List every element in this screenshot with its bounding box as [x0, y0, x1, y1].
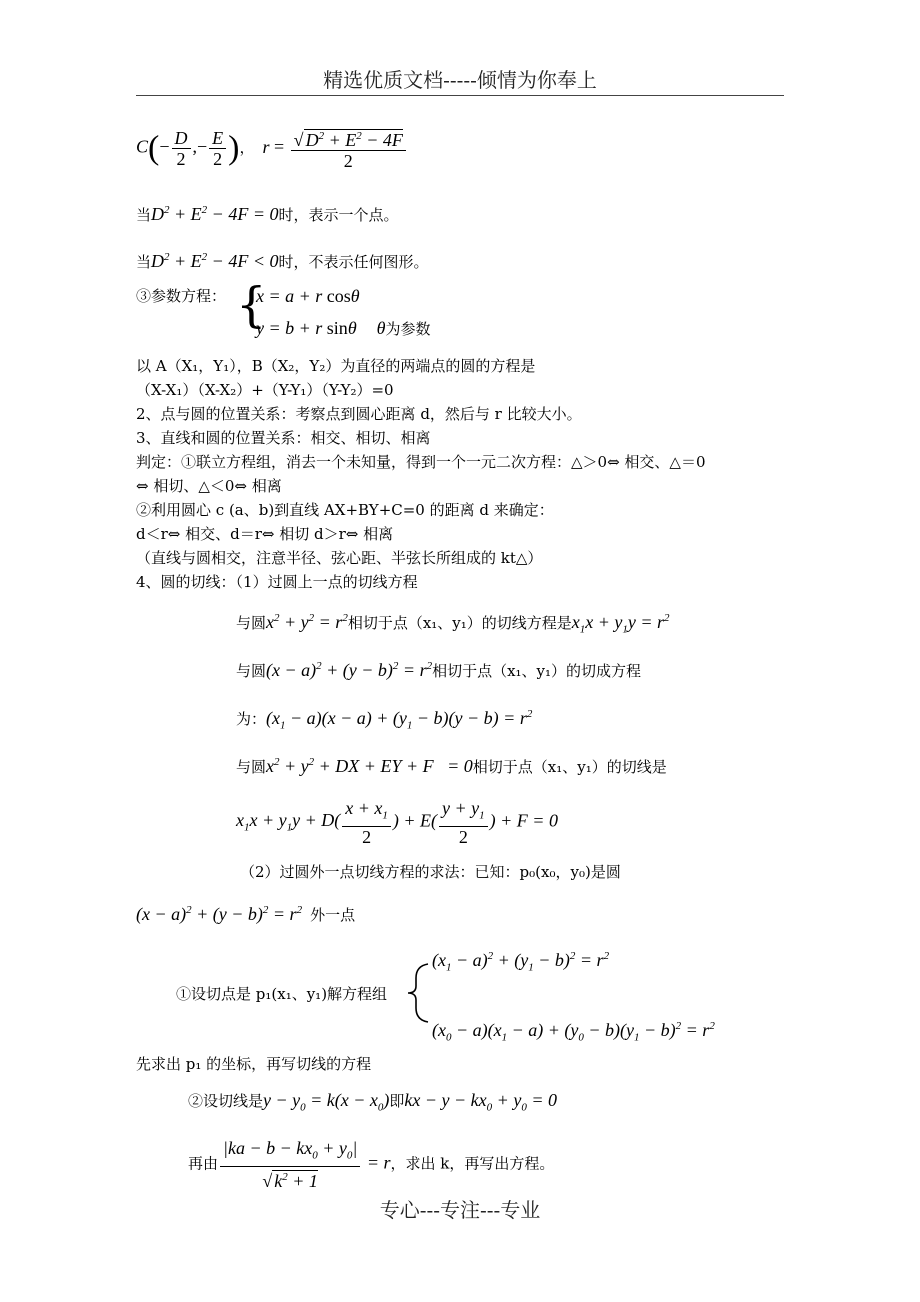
- system-brace-icon: [404, 962, 432, 1024]
- step-1-followup: 先求出 p₁ 的坐标，再写切线的方程: [136, 1055, 372, 1073]
- step-3: 再由 $\frac{|ka - b - kx_0 + y_0|}{√ k^2 + 1}$ = r，求出 k，再写出方程。: [188, 1138, 555, 1191]
- system-eq-1: $(x_1 - a)^2 + (y_1 - b)^2 = r^2$: [432, 950, 610, 974]
- header-rule: [136, 95, 784, 96]
- section-3: 3、直线和圆的位置关系：相交、相切、相离: [136, 429, 431, 447]
- system-eq-2: $(x_0 - a)(x_1 - a) + (y_0 - b)(y_1 - b)^2 = r^2$: [432, 1020, 715, 1044]
- section-2: 2、点与圆的位置关系：考察点到圆心距离 d，然后与 r 比较大小。: [136, 405, 582, 423]
- tangent-4: 与圆$x^2 + y^2$ + DX + EY + F = 0相切于点（x₁、y₁）的切线是: [236, 756, 667, 776]
- tangent-general-eq: $x_1x + y_1y + D$( $\frac{x + x_1}{2}$ ) + E( $\frac{y + y_1}{2}$ ) + F = 0: [236, 798, 558, 847]
- param-eq-y: y = b + r sinθ θ为参数: [256, 318, 431, 338]
- page-footer: 专心---专注---专业: [379, 1198, 541, 1222]
- judge-1: 判定：①联立方程组，消去一个未知量，得到一个一元二次方程：△＞0⇔ 相交、△＝0: [136, 453, 706, 471]
- tangent-3: 为：$(x_1 - a)(x - a) + (y_1 - b)(y - b) = r^2$: [236, 708, 533, 732]
- step-2: ②设切线是$y - y_0 = k(x - x_0)$即kx − $y - kx_0 + y_0 = 0$: [188, 1090, 557, 1114]
- part-2-circle: $(x - a)^2 + (y - b)^2 = r^2$ 外一点: [136, 904, 356, 924]
- tangent-1: 与圆$x^2 + y^2 = r^2$相切于点（x₁、y₁）的切线方程是$x_1x + y_1y = r^2$: [236, 612, 670, 636]
- condition-none: 当$D^2 + E^2 - 4F < 0$时，不表示任何图形。: [136, 251, 429, 271]
- part-2-text: （2）过圆外一点切线方程的求法：已知：p₀(x₀，y₀)是圆: [240, 863, 621, 881]
- diameter-text: 以 A（X₁，Y₁），B（X₂，Y₂）为直径的两端点的圆的方程是: [136, 357, 536, 375]
- left-brace: {: [236, 277, 267, 333]
- judge-4: d＜r⇔ 相交、d＝r⇔ 相切 d＞r⇔ 相离: [136, 525, 394, 543]
- center-radius-formula: C(− $\frac{D}{2}$ ,− $\frac{E}{2}$ )， r = $\frac{√ D^2 + E^2 - 4F}{2}$: [136, 126, 408, 171]
- section-4: 4、圆的切线：（1）过圆上一点的切线方程: [136, 573, 418, 591]
- page-header: 精选优质文档-----倾情为你奉上: [323, 68, 597, 92]
- judge-5: （直线与圆相交，注意半径、弦心距、半弦长所组成的 kt△）: [136, 549, 543, 567]
- condition-point: 当$D^2 + E^2 - 4F = 0$时，表示一个点。: [136, 204, 399, 224]
- judge-3: ②利用圆心 c (a、b)到直线 AX+BY+C=0 的距离 d 来确定：: [136, 501, 554, 519]
- param-eq-x: x = a + r cosθ: [256, 286, 360, 306]
- tangent-2: 与圆$(x - a)^2 + (y - b)^2 = r^2$相切于点（x₁、y₁）的切成方程: [236, 660, 642, 680]
- param-label: ③参数方程：: [136, 287, 227, 305]
- judge-2: ⇔ 相切、△＜0⇔ 相离: [136, 477, 282, 495]
- step-1-text: ①设切点是 p₁(x₁、y₁)解方程组: [176, 985, 388, 1003]
- diameter-eq: （X-X₁）（X-X₂）+（Y-Y₁）（Y-Y₂）=0: [136, 381, 394, 399]
